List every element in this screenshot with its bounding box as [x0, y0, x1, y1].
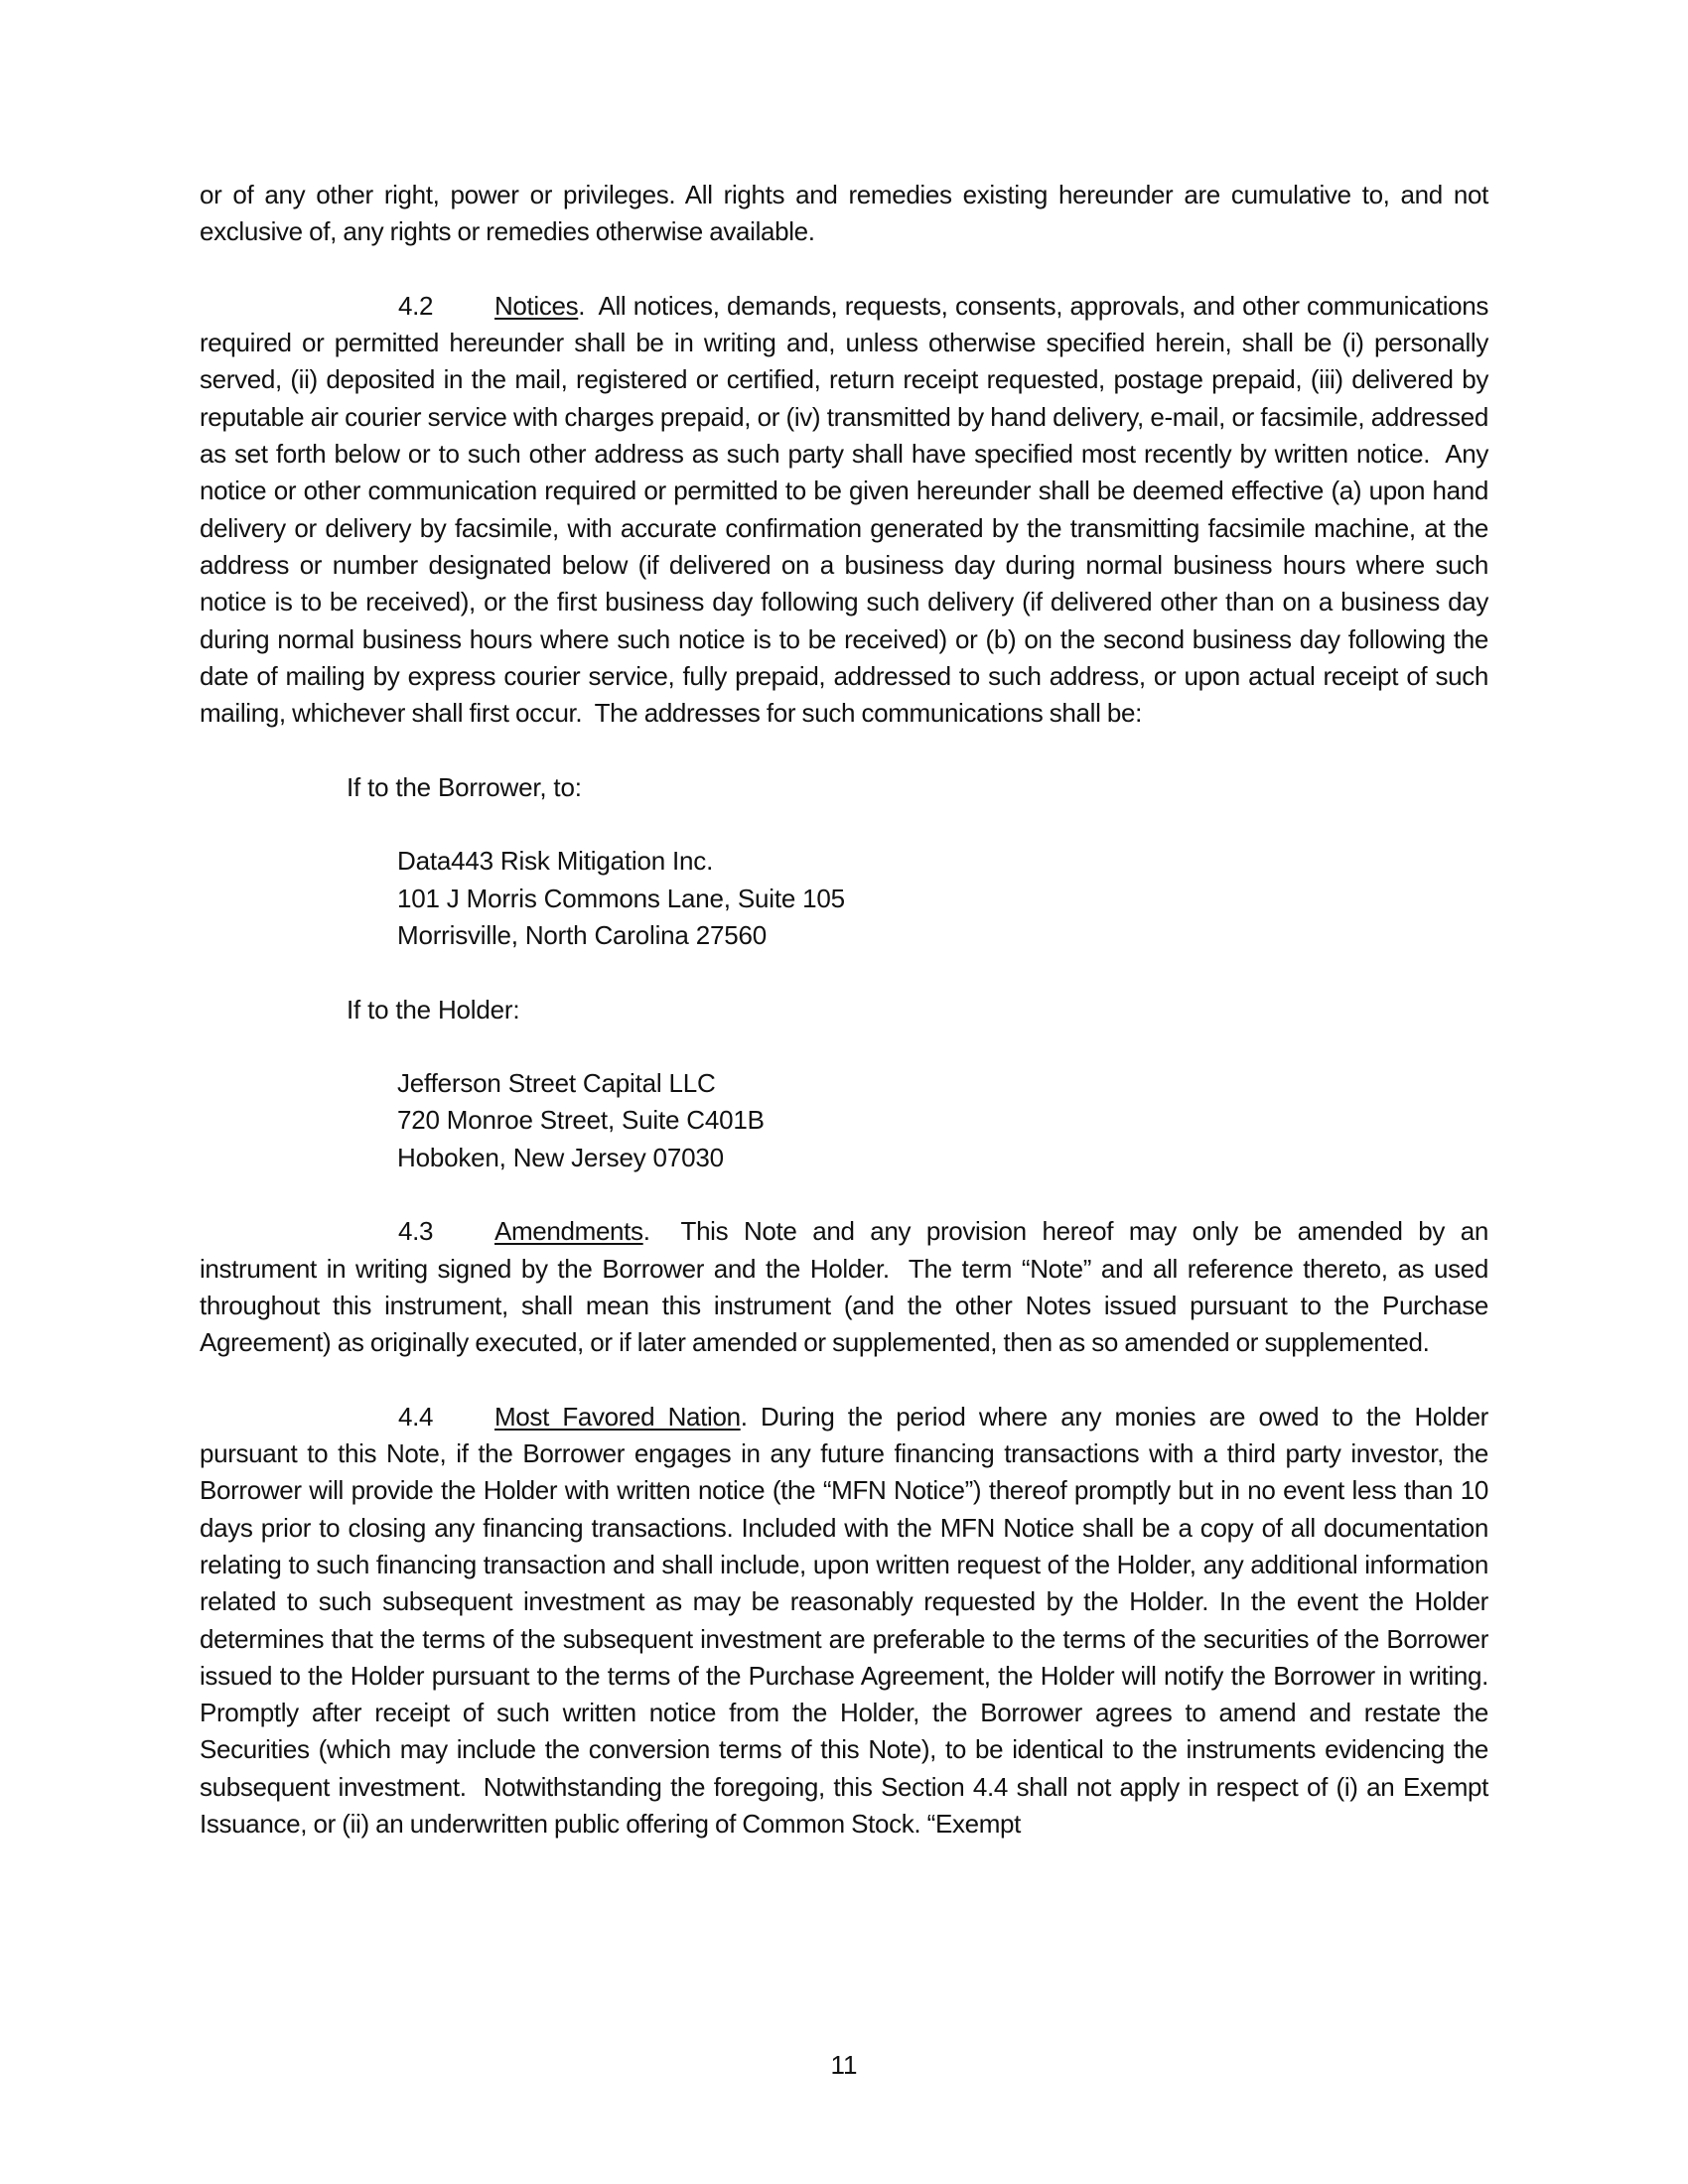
holder-city-state-zip: Hoboken, New Jersey 07030 — [397, 1142, 724, 1172]
section-title: Notices — [494, 290, 579, 321]
section-4-4-most-favored-nation — [200, 1399, 1495, 1843]
page-number: 11 — [830, 2050, 858, 2080]
holder-name: Jefferson Street Capital LLC — [397, 1068, 716, 1099]
paragraph-gap — [200, 1362, 1488, 1399]
section-title-suffix: . — [642, 1216, 650, 1247]
section-number: 4.4 — [398, 1401, 434, 1432]
holder-street: 720 Monroe Street, Suite C401B — [397, 1105, 765, 1136]
section-title: Amendments — [494, 1216, 643, 1247]
section-4-3-amendments — [200, 1213, 1495, 1361]
document-page — [200, 177, 1495, 1843]
holder-address-lead: If to the Holder: — [347, 994, 520, 1024]
section-number: 4.2 — [398, 290, 434, 321]
borrower-address-block — [397, 843, 1488, 954]
paragraph-gap — [200, 806, 1488, 843]
section-body: During the period where any monies are owed to the Holder pursuant to this Note, if the Borrower engages in any future financing transactions with a third party investor, the Borrower will provide the Holder with written notice (the “MFN Notice”) thereof promptly but in no event less than 10 days prior to closing any financing transactions. Included with the MFN Notice shall be a copy of all documentation relating to such financing transaction and shall include, upon written request of the Holder, any additional information related to such subsequent investment as may be reasonably requested by the Holder. In the event the Holder determines that the terms of the subsequent investment are preferable to the terms of the securities of the Borrower issued to the Holder pursuant to the terms of the Purchase Agreement, the Holder will notify the Borrower in writing. Promptly after receipt of such written notice from the Holder, the Borrower agrees to amend and restate the Securities (which may include the conversion terms of this Note), to be identical to the instruments evidencing the subsequent investment. Notwithstanding the foregoing, this Section 4.4 shall not apply in respect of (i) an Exempt Issuance, or (ii) an underwritten public offering of Common Stock. “Exempt — [200, 1401, 1495, 1840]
section-title-suffix: . — [740, 1401, 748, 1432]
paragraph-gap — [200, 954, 1488, 991]
paragraph-gap — [200, 1176, 1488, 1213]
borrower-name: Data443 Risk Mitigation Inc. — [397, 846, 714, 877]
holder-address-block — [397, 1065, 1488, 1176]
continuation-paragraph: or of any other right, power or privileges. All rights and remedies existing hereunder are cumulative to, and not exclusive of, any rights or remedies otherwise available. — [200, 180, 1488, 247]
section-title: Most Favored Nation — [494, 1401, 741, 1432]
section-title-suffix: . — [578, 290, 586, 321]
borrower-street: 101 J Morris Commons Lane, Suite 105 — [397, 883, 845, 913]
paragraph-gap — [200, 1028, 1488, 1065]
paragraph-gap — [200, 732, 1488, 768]
paragraph-gap — [200, 251, 1488, 288]
section-body: This Note and any provision hereof may only be amended by an instrument in writing signed by the Borrower and the Holder. The term “Note” and all reference thereto, as used throughout this instrument, shall mean this instrument (and the other Notes issued pursuant to the Purchase Agreement) as originally executed, or if later amended or supplemented, then as so amended or supplemented. — [200, 1216, 1495, 1358]
borrower-city-state-zip: Morrisville, North Carolina 27560 — [397, 919, 767, 950]
borrower-address-lead: If to the Borrower, to: — [347, 771, 582, 802]
section-4-2-notices — [200, 288, 1495, 733]
section-body: All notices, demands, requests, consents, approvals, and other communications required or permitted hereunder shall be in writing and, unless otherwise specified herein, shall be (i) personally served, (ii) deposited in the mail, registered or certified, return receipt requested, postage prepaid, (iii) delivered by reputable air courier service with charges prepaid, or (iv) transmitted by hand delivery, e-mail, or facsimile, addressed as set forth below or to such other address as such party shall have specified most recently by written notice. Any notice or other communication required or permitted to be given hereunder shall be deemed effective (a) upon hand delivery or delivery by facsimile, with accurate confirmation generated by the transmitting facsimile machine, at the address or number designated below (if delivered on a business day during normal business hours where such notice is to be received), or the first business day following such delivery (if delivered other than on a business day during normal business hours where such notice is to be received) or (b) on the second business day following the date of mailing by express courier service, fully prepaid, addressed to such address, or upon actual receipt of such mailing, whichever shall first occur. The addresses for such communications shall be: — [200, 290, 1495, 729]
section-number: 4.3 — [398, 1216, 434, 1247]
